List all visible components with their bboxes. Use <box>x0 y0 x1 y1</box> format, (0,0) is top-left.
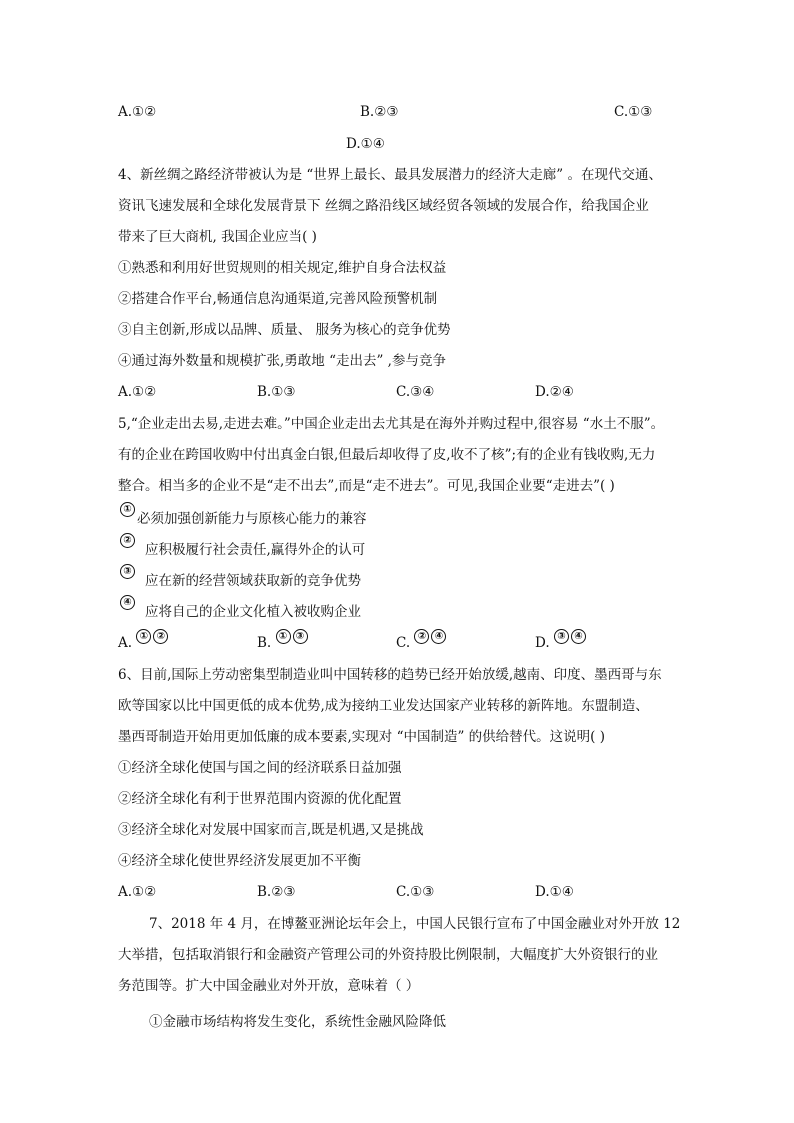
q5-item-2-number: ② <box>120 533 135 548</box>
q7-item-1: ①金融市场结构将发生变化，系统性金融风险降低 <box>149 1014 446 1030</box>
q4-option-d: D.②④ <box>535 384 574 400</box>
q5-item-4-text: 应将自己的企业文化植入被收购企业 <box>145 604 361 620</box>
q6-option-d: D.①④ <box>535 884 574 900</box>
q5-option-d-num-2: ④ <box>571 629 586 644</box>
q6-stem-line-2: 欧等国家以比中国更低的成本优势,成为接纳工业发达国家产业转移的新阵地。东盟制造、 <box>118 698 649 714</box>
q6-stem-line-1: 6、目前,国际上劳动密集型制造业叫中国转移的趋势已经开始放缓,越南、印度、墨西哥与东 <box>118 667 662 683</box>
q5-option-d-num-1: ③ <box>554 629 569 644</box>
q6-option-c: C.①③ <box>396 884 435 900</box>
q4-item-4: ④通过海外数量和规模扩张,勇敢地 “走出去” ,参与竞争 <box>118 353 446 369</box>
q6-option-a: A.①② <box>118 884 157 900</box>
q5-option-a: A. ① ② <box>118 633 168 653</box>
q5-stem-line-3: 整合。相当多的企业不是“走不出去”,而是“走不进去”。可见,我国企业要“走进去”( ) <box>118 478 615 494</box>
q5-option-b-num-1: ① <box>276 629 291 644</box>
q4-item-3: ③自主创新,形成以品牌、质量、 服务为核心的竞争优势 <box>118 322 451 338</box>
q5-item-4-number: ④ <box>120 595 135 610</box>
q4-stem-line-1: 4、新丝绸之路经济带被认为是 “世界上最长、最具发展潜力的经济大走廊” 。在现代交通、 <box>118 167 662 183</box>
q5-item-1-text: 必须加强创新能力与原核心能力的兼容 <box>137 511 367 527</box>
q5-option-a-num-2: ② <box>153 629 168 644</box>
q6-item-2: ②经济全球化有利于世界范围内资源的优化配置 <box>118 791 402 807</box>
q4-option-b: B.①③ <box>257 384 296 400</box>
q5-option-b-num-2: ③ <box>293 629 308 644</box>
q4-stem-line-3: 带来了巨大商机, 我国企业应当( ) <box>118 229 317 245</box>
q6-item-3: ③经济全球化对发展中国家而言,既是机遇,又是挑战 <box>118 822 424 838</box>
q3-option-a: A.①② <box>118 104 157 120</box>
q4-item-1: ①熟悉和利用好世贸规则的相关规定,维护自身合法权益 <box>118 260 447 276</box>
q5-option-c: C. ② ④ <box>396 633 446 653</box>
q4-item-2: ②搭建合作平台,畅通信息沟通渠道,完善风险预警机制 <box>118 291 438 307</box>
q3-option-c: C.①③ <box>614 104 653 120</box>
q3-option-d: D.①④ <box>346 136 385 152</box>
q4-option-c: C.③④ <box>396 384 435 400</box>
q5-option-c-num-2: ④ <box>431 629 446 644</box>
q7-stem-line-2: 大举措，包括取消银行和金融资产管理公司的外资持股比例限制，大幅度扩大外资银行的业 <box>118 947 658 963</box>
q5-item-2-text: 应积极履行社会责任,赢得外企的认可 <box>145 542 366 558</box>
q6-item-4: ④经济全球化使世界经济发展更加不平衡 <box>118 853 361 869</box>
q5-option-c-num-1: ② <box>414 629 429 644</box>
q6-item-1: ①经济全球化使国与国之间的经济联系日益加强 <box>118 760 402 776</box>
q5-option-d: D. ③ ④ <box>535 633 586 653</box>
q5-stem-line-1: 5,“企业走出去易,走进去难。”中国企业走出去尤其是在海外并购过程中,很容易 “水土不服”。 <box>118 416 665 432</box>
q7-stem-line-1: 7、2018 年 4 月，在博鳌亚洲论坛年会上，中国人民银行宣布了中国金融业对外开放 12 <box>149 916 681 932</box>
q6-stem-line-3: 墨西哥制造开始用更加低廉的成本要素,实现对 “中国制造” 的供给替代。这说明( ) <box>118 729 606 745</box>
q5-item-3-number: ③ <box>120 564 135 579</box>
q3-option-b: B.②③ <box>360 104 399 120</box>
q7-stem-line-3: 务范围等。扩大中国金融业对外开放，意味着（ ） <box>118 978 420 994</box>
q4-option-a: A.①② <box>118 384 157 400</box>
q6-option-b: B.②③ <box>257 884 296 900</box>
q4-stem-line-2: 资讯飞速发展和全球化发展背景下 丝绸之路沿线区域经贸各领域的发展合作，给我国企业 <box>118 198 649 214</box>
q5-item-1-number: ① <box>120 502 135 517</box>
q5-item-3-text: 应在新的经营领域获取新的竞争优势 <box>145 573 361 589</box>
q5-option-b: B. ① ③ <box>257 633 308 653</box>
q5-option-a-num-1: ① <box>136 629 151 644</box>
q5-stem-line-2: 有的企业在跨国收购中付出真金白银,但最后却收得了皮,收不了核”;有的企业有钱收购,无力 <box>118 447 656 463</box>
